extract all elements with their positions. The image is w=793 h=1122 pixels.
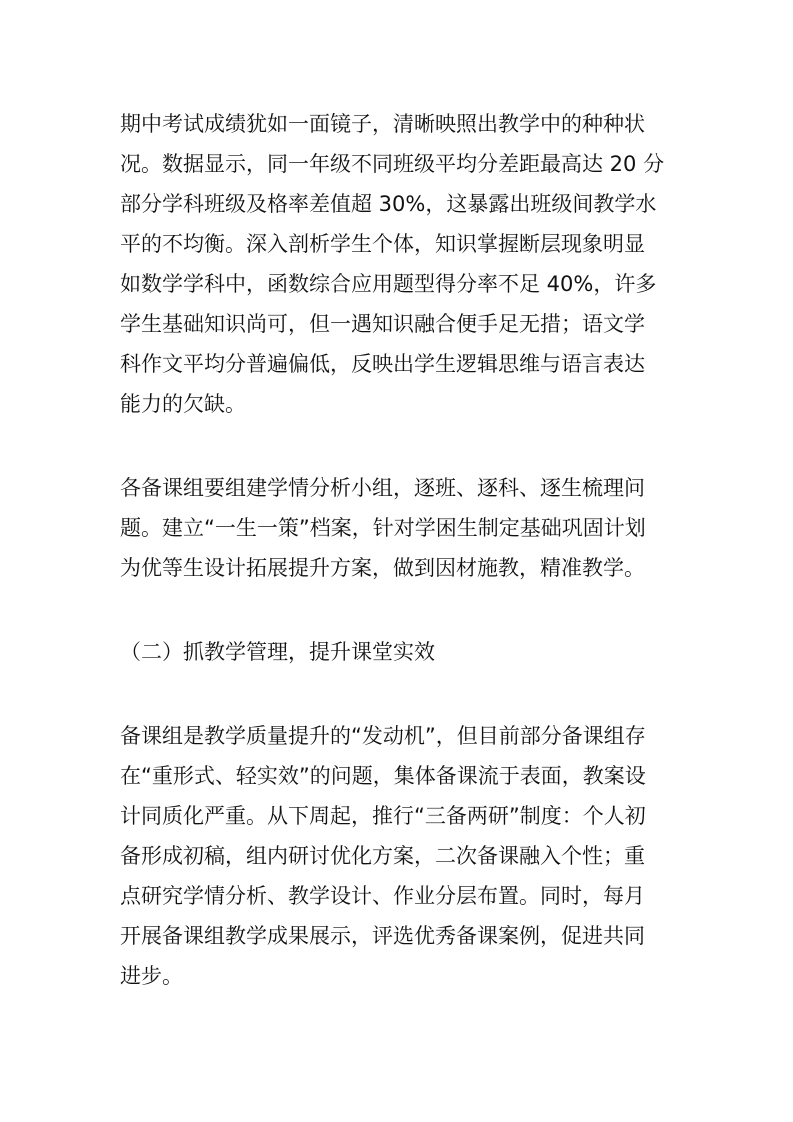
paragraph-lesson-prep [120,716,680,996]
text-line: 平的不均衡。深入剖析学生个体，知识掌握断层现象明显 [120,232,645,256]
paragraph-spacer [120,588,680,632]
text-line: 况。数据显示，同一年级不同班级平均分差距最高达 20 分 [120,152,665,176]
text-line: 各备课组要组建学情分析小组，逐班、逐科、逐生梳理问 [120,476,645,500]
section-heading-text: （二）抓教学管理，提升课堂实效 [120,640,435,664]
document-body [120,104,680,996]
text-line: 进步。 [120,964,183,988]
text-line: 题。建立“一生一策”档案，针对学困生制定基础巩固计划 [120,516,646,540]
text-line: 能力的欠缺。 [120,392,246,416]
text-line: 如数学学科中，函数综合应用题型得分率不足 40%，许多 [120,272,657,296]
text-line: 备形成初稿，组内研讨优化方案，二次备课融入个性；重 [120,844,645,868]
text-line: 为优等生设计拓展提升方案，做到因材施教，精准教学。 [120,556,645,580]
paragraph-study-groups [120,468,680,588]
text-line: 学生基础知识尚可，但一遇知识融合便手足无措；语文学 [120,312,645,336]
section-heading [120,632,680,672]
text-line: 部分学科班级及格率差值超 30%，这暴露出班级间教学水 [120,192,657,216]
text-line: 点研究学情分析、教学设计、作业分层布置。同时，每月 [120,884,645,908]
paragraph-spacer [120,672,680,716]
text-line: 开展备课组教学成果展示，评选优秀备课案例，促进共同 [120,924,645,948]
text-line: 科作文平均分普遍偏低，反映出学生逻辑思维与语言表达 [120,352,645,376]
text-line: 计同质化严重。从下周起，推行“三备两研”制度：个人初 [120,804,646,828]
text-line: 在“重形式、轻实效”的问题，集体备课流于表面，教案设 [120,764,646,788]
paragraph-spacer [120,424,680,468]
text-line: 备课组是教学质量提升的“发动机”，但目前部分备课组存 [120,724,646,748]
text-line: 期中考试成绩犹如一面镜子，清晰映照出教学中的种种状 [120,112,645,136]
paragraph-exam-analysis [120,104,680,424]
